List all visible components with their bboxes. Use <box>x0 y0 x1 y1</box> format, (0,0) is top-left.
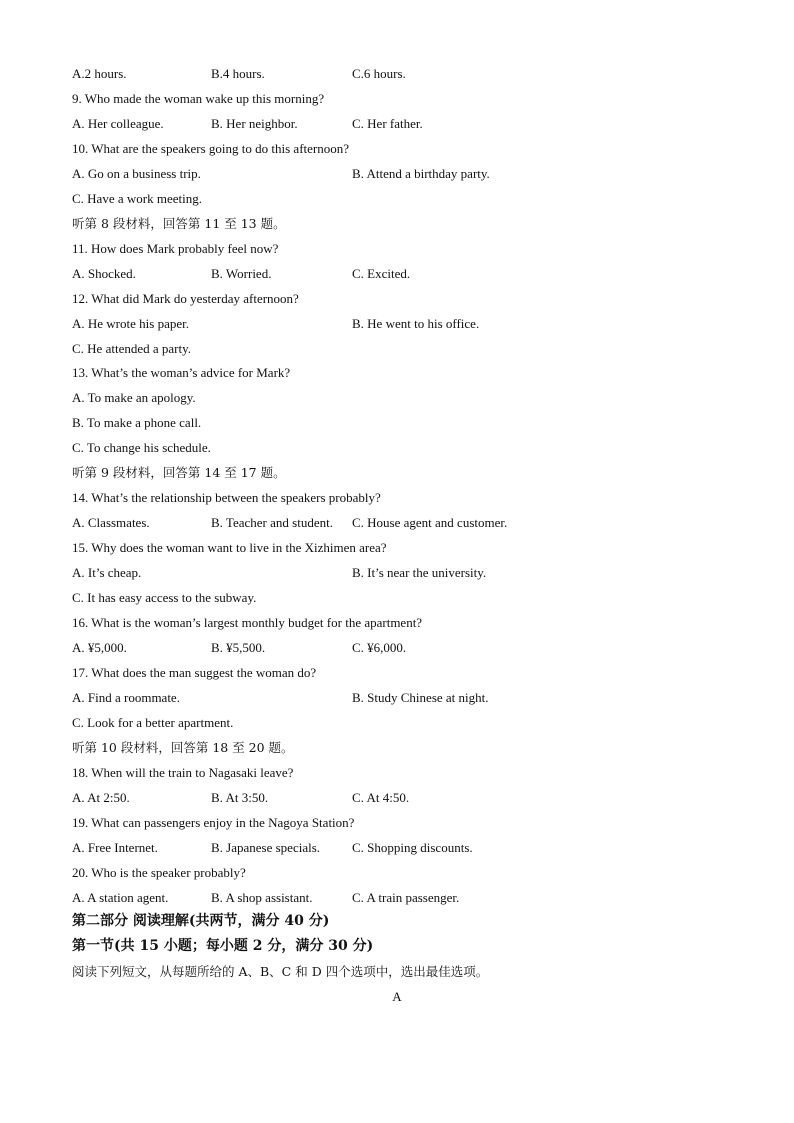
q17-option-c: C. Look for a better apartment. <box>72 715 234 730</box>
q10-option-a: A. Go on a business trip. <box>72 166 201 181</box>
section1-title: 第一节(共 15 小题；每小题 2 分，满分 30 分) <box>72 938 374 954</box>
q13-option-b: B. To make a phone call. <box>72 415 202 430</box>
q11-option-a: A. Shocked. <box>72 266 136 281</box>
q17-question: 17. What does the man suggest the woman do? <box>72 665 317 680</box>
q16-option-a: A. ¥5,000. <box>72 640 127 655</box>
q9-option-a: A. Her colleague. <box>72 116 164 131</box>
q14-question: 14. What’s the relationship between the speakers probably? <box>72 490 381 505</box>
q12-option-b: B. He went to his office. <box>352 316 480 331</box>
q20-option-b: B. A shop assistant. <box>211 890 313 905</box>
q8-option-a: A.2 hours. <box>72 66 127 81</box>
q16-question: 16. What is the woman’s largest monthly budget for the apartment? <box>72 615 423 630</box>
q20-option-c: C. A train passenger. <box>352 890 460 905</box>
q19-option-b: B. Japanese specials. <box>211 840 321 855</box>
q12-question: 12. What did Mark do yesterday afternoon? <box>72 291 299 306</box>
section10-instruction: 听第 10 段材料，回答第 18 至 20 题。 <box>72 740 294 755</box>
q14-option-a: A. Classmates. <box>72 515 150 530</box>
q11-option-c: C. Excited. <box>352 266 411 281</box>
q12-option-c: C. He attended a party. <box>72 341 191 356</box>
q17-option-a: A. Find a roommate. <box>72 690 180 705</box>
q11-option-b: B. Worried. <box>211 266 272 281</box>
q18-option-a: A. At 2:50. <box>72 790 130 805</box>
section8-instruction: 听第 8 段材料，回答第 11 至 13 题。 <box>72 216 286 231</box>
q13-option-a: A. To make an apology. <box>72 390 196 405</box>
q15-option-a: A. It’s cheap. <box>72 565 142 580</box>
q10-option-c: C. Have a work meeting. <box>72 191 202 206</box>
q8-option-b: B.4 hours. <box>211 66 265 81</box>
section9-instruction: 听第 9 段材料，回答第 14 至 17 题。 <box>72 465 286 480</box>
q18-question: 18. When will the train to Nagasaki leave? <box>72 765 294 780</box>
q15-option-b: B. It’s near the university. <box>352 565 487 580</box>
part2-title: 第二部分 阅读理解(共两节，满分 40 分) <box>72 913 330 929</box>
q10-option-b: B. Attend a birthday party. <box>352 166 490 181</box>
q16-option-b: B. ¥5,500. <box>211 640 266 655</box>
q18-option-c: C. At 4:50. <box>352 790 410 805</box>
q17-option-b: B. Study Chinese at night. <box>352 690 489 705</box>
passage-label: A <box>392 989 402 1004</box>
q15-option-c: C. It has easy access to the subway. <box>72 590 257 605</box>
q18-option-b: B. At 3:50. <box>211 790 269 805</box>
q16-option-c: C. ¥6,000. <box>352 640 407 655</box>
q13-option-c: C. To change his schedule. <box>72 440 211 455</box>
q19-question: 19. What can passengers enjoy in the Nagoya Station? <box>72 815 355 830</box>
q9-option-c: C. Her father. <box>352 116 423 131</box>
q8-option-c: C.6 hours. <box>352 66 406 81</box>
q11-question: 11. How does Mark probably feel now? <box>72 241 279 256</box>
q15-question: 15. Why does the woman want to live in the Xizhimen area? <box>72 540 387 555</box>
q10-question: 10. What are the speakers going to do this afternoon? <box>72 141 350 156</box>
q12-option-a: A. He wrote his paper. <box>72 316 189 331</box>
q14-option-c: C. House agent and customer. <box>352 515 508 530</box>
reading-instruction: 阅读下列短文，从每题所给的 A、B、C 和 D 四个选项中，选出最佳选项。 <box>72 964 489 979</box>
q14-option-b: B. Teacher and student. <box>211 515 333 530</box>
q19-option-c: C. Shopping discounts. <box>352 840 473 855</box>
q9-question: 9. Who made the woman wake up this morning? <box>72 91 325 106</box>
q20-question: 20. Who is the speaker probably? <box>72 865 246 880</box>
q19-option-a: A. Free Internet. <box>72 840 158 855</box>
q13-question: 13. What’s the woman’s advice for Mark? <box>72 365 291 380</box>
q9-option-b: B. Her neighbor. <box>211 116 298 131</box>
q20-option-a: A. A station agent. <box>72 890 169 905</box>
